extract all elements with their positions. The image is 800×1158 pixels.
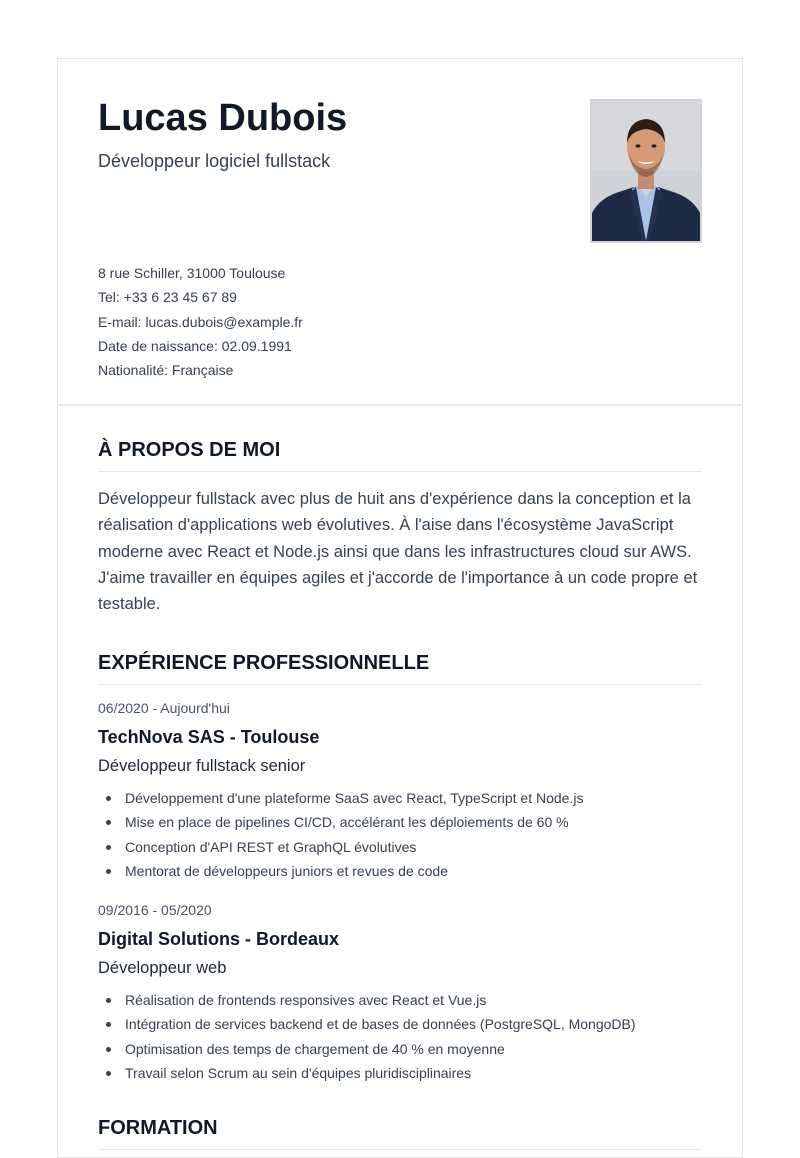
job-task: Réalisation de frontends responsives avec React et Vue.js (106, 988, 702, 1012)
profile-photo (590, 99, 702, 243)
job-period: 06/2020 - Aujourd'hui (98, 700, 230, 716)
experience-section-title: EXPÉRIENCE PROFESSIONNELLE (98, 652, 702, 685)
job-company: TechNova SAS - Toulouse (98, 727, 320, 747)
job-task: Conception d'API REST et GraphQL évolutives (106, 835, 702, 859)
contact-phone: Tel: +33 6 23 45 67 89 (98, 289, 237, 306)
job-task: Développement d'une plateforme SaaS avec React, TypeScript et Node.js (106, 786, 702, 810)
job-task-list (98, 988, 702, 1085)
contact-email: E-mail: lucas.dubois@example.fr (98, 313, 303, 330)
contact-details (98, 261, 303, 382)
resume-header (58, 59, 742, 406)
candidate-name: Lucas Dubois (98, 97, 348, 139)
job-task: Mise en place de pipelines CI/CD, accélérant les déploiements de 60 % (106, 810, 702, 834)
contact-address: 8 rue Schiller, 31000 Toulouse (98, 265, 286, 281)
about-section-title: À PROPOS DE MOI (98, 439, 702, 472)
profile-photo-image (592, 101, 700, 241)
job-period: 09/2016 - 05/2020 (98, 902, 212, 919)
education-section-title: FORMATION (98, 1117, 702, 1150)
about-section (98, 439, 702, 617)
job-task-list (98, 786, 702, 883)
job-task: Intégration de services backend et de bases de données (PostgreSQL, MongoDB) (106, 1012, 702, 1036)
job-role: Développeur fullstack senior (98, 757, 306, 775)
job-task: Optimisation des temps de chargement de 40 % en moyenne (106, 1037, 702, 1061)
experience-section (98, 652, 702, 1085)
contact-nationality: Nationalité: Française (98, 362, 234, 379)
resume-page (57, 58, 743, 1158)
experience-entry (98, 901, 702, 1085)
job-role: Développeur web (98, 959, 227, 978)
job-task: Mentorat de développeurs juniors et revues de code (106, 859, 702, 883)
contact-birthdate: Date de naissance: 02.09.1991 (98, 337, 292, 354)
job-task: Travail selon Scrum au sein d'équipes pluridisciplinaires (106, 1061, 702, 1085)
education-section (98, 1117, 702, 1150)
about-text: Développeur fullstack avec plus de huit ans d'expérience dans la conception et la réalisation d'applications web évolutives. À l'aise dans l'écosystème JavaScript moderne avec React et Node.js ainsi que dans les infrastructures cloud sur AWS. J'aime travailler en équipes agiles et j'accorde de l'importance à un code propre et testable. (98, 490, 698, 614)
candidate-job-title: Développeur logiciel fullstack (98, 151, 331, 171)
job-company: Digital Solutions - Bordeaux (98, 929, 340, 950)
experience-entry (98, 699, 702, 883)
